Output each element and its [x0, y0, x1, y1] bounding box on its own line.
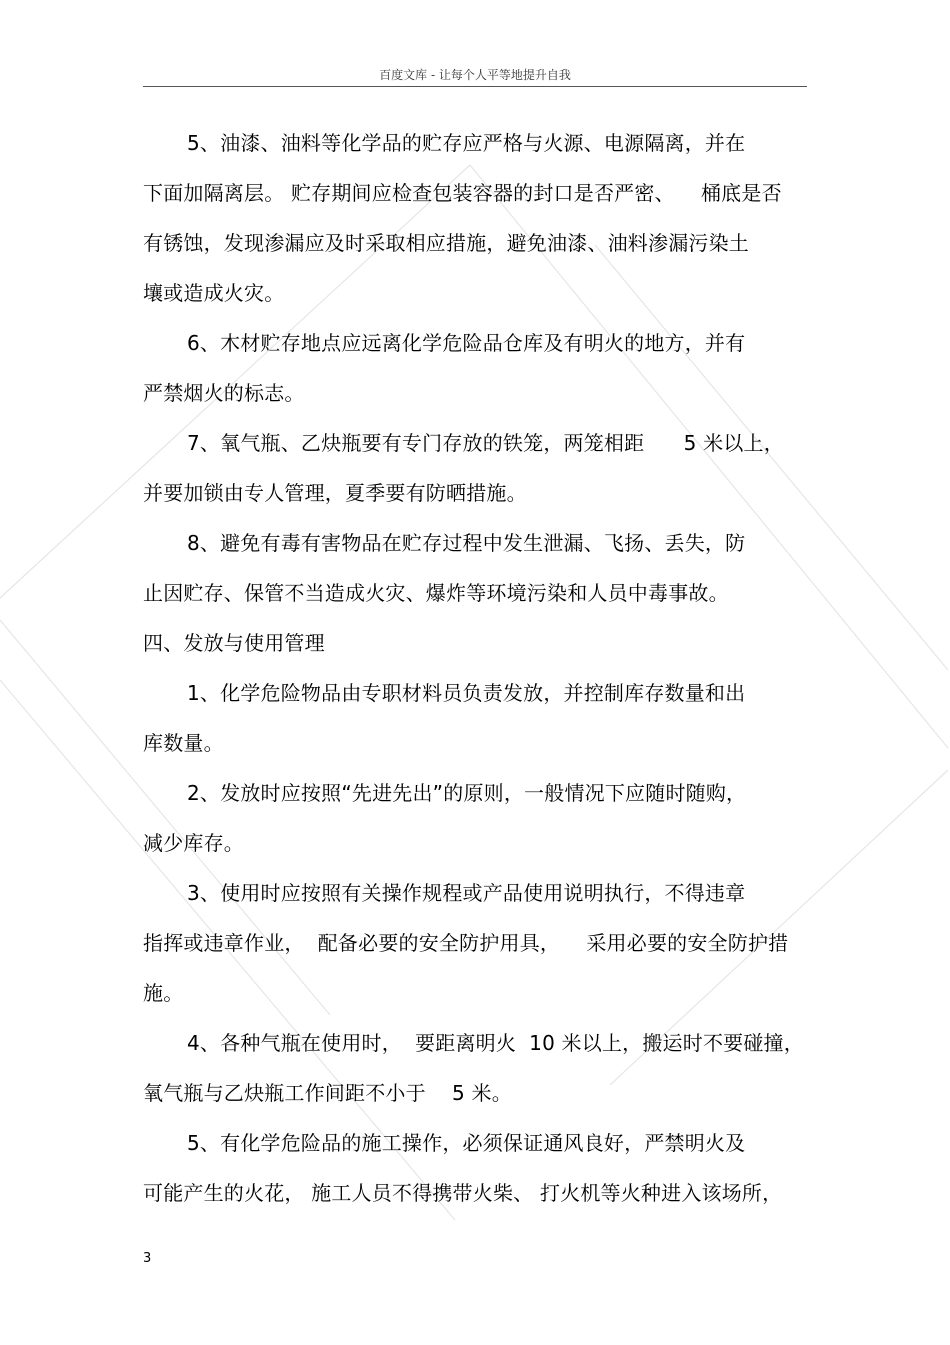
text-line: 6、木材贮存地点应远离化学危险品仓库及有明火的地方，并有 — [187, 331, 746, 355]
text-line: 氧气瓶与乙炔瓶工作间距不小于 5 米。 — [143, 1081, 512, 1105]
text-line: 3、使用时应按照有关操作规程或产品使用说明执行，不得违章 — [187, 881, 746, 905]
text-line: 5、油漆、油料等化学品的贮存应严格与火源、电源隔离，并在 — [187, 131, 746, 155]
text-line: 5、有化学危险品的施工操作，必须保证通风良好，严禁明火及 — [187, 1131, 746, 1155]
text-line: 指挥或违章作业， 配备必要的安全防护用具， 采用必要的安全防护措 — [143, 931, 789, 955]
text-line: 减少库存。 — [143, 831, 244, 855]
text-line: 施。 — [143, 981, 184, 1005]
text-line: 1、化学危险物品由专职材料员负责发放，并控制库存数量和出 — [187, 681, 746, 705]
text-line: 库数量。 — [143, 731, 224, 755]
text-line: 壤或造成火灾。 — [143, 281, 285, 305]
page-header: 百度文库 - 让每个人平等地提升自我 — [379, 68, 571, 82]
document-body — [143, 118, 807, 1218]
text-line: 并要加锁由专人管理，夏季要有防晒措施。 — [143, 481, 527, 505]
text-line: 止因贮存、保管不当造成火灾、爆炸等环境污染和人员中毒事故。 — [143, 581, 729, 605]
text-line: 四、发放与使用管理 — [143, 631, 325, 655]
text-line: 2、发放时应按照“先进先出”的原则，一般情况下应随时随购， — [187, 781, 747, 805]
text-line: 严禁烟火的标志。 — [143, 381, 305, 405]
text-line: 8、避免有毒有害物品在贮存过程中发生泄漏、飞扬、丢失，防 — [187, 531, 746, 555]
text-line: 7、氧气瓶、乙炔瓶要有专门存放的铁笼，两笼相距 5 米以上， — [187, 431, 784, 455]
text-line: 可能产生的火花， 施工人员不得携带火柴、 打火机等火种进入该场所， — [143, 1181, 783, 1205]
text-line: 4、各种气瓶在使用时， 要距离明火 10 米以上，搬运时不要碰撞， — [187, 1031, 804, 1055]
text-line: 下面加隔离层。 贮存期间应检查包装容器的封口是否严密、 桶底是否 — [143, 181, 782, 205]
page-number: 3 — [143, 1251, 152, 1266]
text-line: 有锈蚀，发现渗漏应及时采取相应措施，避免油漆、油料渗漏污染土 — [143, 231, 749, 255]
header-rule — [143, 86, 807, 87]
